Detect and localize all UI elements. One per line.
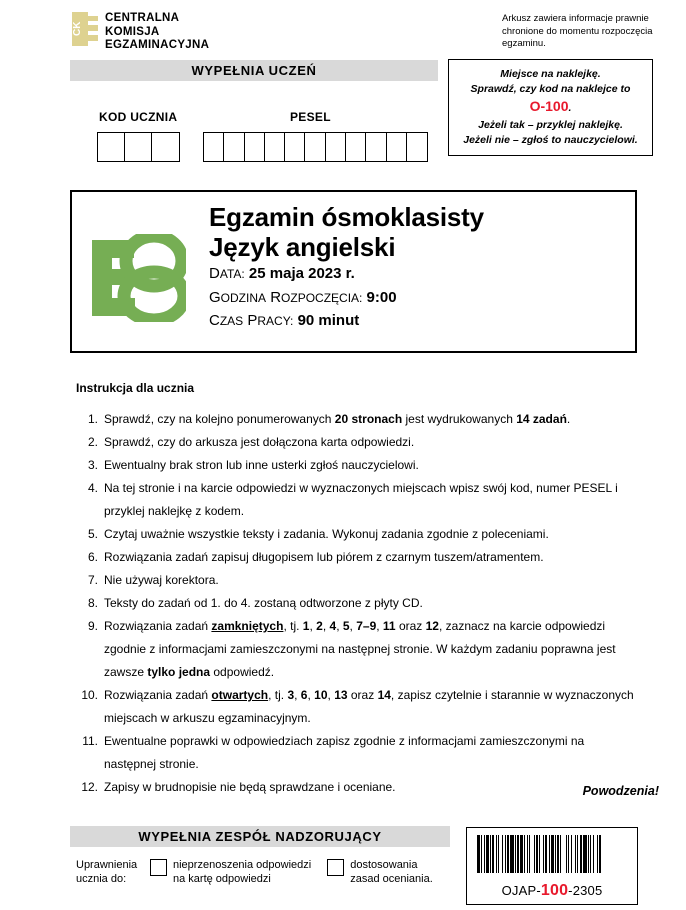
permission-option-transfer-line-2: na kartę odpowiedzi	[173, 873, 271, 885]
instructions-list	[76, 408, 636, 799]
code-cell[interactable]	[326, 133, 346, 161]
cke-logo-bar	[88, 41, 98, 46]
permission-option-grading-line-1: dostosowania	[350, 859, 418, 871]
permission-option-transfer-text	[173, 858, 311, 886]
instruction-number: 6.	[87, 550, 98, 564]
exam-meta-date	[209, 263, 484, 286]
sticker-line-4: Jeżeli tak – przyklej naklejkę.	[478, 119, 623, 131]
institution-name-line-3: EGZAMINACYJNA	[105, 39, 210, 51]
code-cell[interactable]	[387, 133, 407, 161]
instruction-text: Sprawdź, czy do arkusza jest dołączona karta odpowiedzi.	[104, 435, 415, 449]
exam-meta-duration	[209, 310, 484, 333]
instruction-text: Zapisy w brudnopisie nie będą sprawdzane i oceniane.	[104, 780, 396, 794]
sticker-placement-box	[448, 59, 653, 156]
instruction-item	[76, 592, 636, 615]
checkbox-nieprzenoszenia[interactable]	[150, 859, 167, 876]
supervisor-section-header: WYPEŁNIA ZESPÓŁ NADZORUJĄCY	[70, 826, 450, 847]
instruction-text: Rozwiązania zadań zamkniętych, tj. 1, 2, 4, 5, 7–9, 11 oraz 12, zaznacz na karcie odpowiedzi zgodnie z informacjami zamieszczonymi na następnej stronie. W każdym zadaniu poprawna jest zawsze tylko jedna odpowiedź.	[104, 619, 616, 679]
permission-option-transfer[interactable]	[150, 858, 311, 886]
sticker-line-1: Miejsce na naklejkę.	[500, 68, 601, 80]
permission-option-grading-line-2: zasad oceniania.	[350, 873, 433, 885]
instruction-number: 1.	[87, 412, 98, 426]
instruction-text: Nie używaj korektora.	[104, 573, 219, 587]
checkbox-dostosowania[interactable]	[327, 859, 344, 876]
instruction-number: 10.	[81, 688, 98, 702]
exam-title-box	[70, 190, 637, 353]
permission-option-grading-text	[350, 858, 433, 886]
permission-option-grading[interactable]	[327, 858, 433, 886]
code-cell[interactable]	[98, 133, 125, 161]
sticker-line-2: Sprawdź, czy kod na naklejce to	[470, 83, 631, 95]
code-cell[interactable]	[346, 133, 366, 161]
sticker-code-suffix: .	[568, 102, 572, 114]
exam-meta-start-time	[209, 287, 484, 310]
sticker-code: O-100	[529, 98, 569, 114]
code-cell[interactable]	[224, 133, 244, 161]
instruction-text: Ewentualny brak stron lub inne usterki zgłoś nauczycielowi.	[104, 458, 419, 472]
instruction-number: 9.	[87, 619, 98, 633]
instruction-item	[76, 477, 636, 523]
pesel-input[interactable]	[203, 132, 428, 162]
permission-option-transfer-line-1: nieprzenoszenia odpowiedzi	[173, 859, 312, 871]
cke-logo-icon	[72, 12, 98, 46]
code-cell[interactable]	[407, 133, 427, 161]
good-luck-note: Powodzenia!	[582, 784, 659, 798]
permissions-label-line-1: Uprawnienia	[76, 859, 138, 871]
exam-meta-start-time-label: GODZINA ROZPOCZĘCIA:	[209, 288, 363, 306]
instruction-item	[76, 730, 636, 776]
instruction-text: Sprawdź, czy na kolejno ponumerowanych 20 stronach jest wydrukowanych 14 zadań.	[104, 412, 571, 426]
institution-name-line-1: CENTRALNA	[105, 12, 180, 24]
cke-logo-bar	[88, 12, 98, 16]
barcode-suffix: -2305	[568, 882, 603, 898]
instruction-item	[76, 615, 636, 684]
pesel-label: PESEL	[290, 110, 331, 124]
instruction-item	[76, 546, 636, 569]
instruction-text: Teksty do zadań od 1. do 4. zostaną odtworzone z płyty CD.	[104, 596, 423, 610]
permissions-label	[76, 858, 150, 886]
code-cell[interactable]	[152, 133, 179, 161]
sticker-code-line	[449, 97, 652, 118]
code-cell[interactable]	[245, 133, 265, 161]
code-cell[interactable]	[366, 133, 386, 161]
exam-meta-date-label: DATA:	[209, 265, 245, 282]
instruction-item	[76, 454, 636, 477]
permissions-label-line-2: ucznia do:	[76, 873, 127, 885]
instructions-heading: Instrukcja dla ucznia	[76, 381, 195, 395]
exam-title-texts	[209, 202, 484, 333]
exam-title-line-2: Język angielski	[209, 232, 396, 262]
barcode-text	[502, 882, 603, 900]
institution-header	[72, 12, 209, 53]
exam-meta-start-time-value: 9:00	[366, 288, 397, 306]
code-cell[interactable]	[204, 133, 224, 161]
cke-logo-bar	[88, 21, 98, 25]
code-cell[interactable]	[305, 133, 325, 161]
kod-ucznia-input[interactable]	[97, 132, 180, 162]
instruction-text: Na tej stronie i na karcie odpowiedzi w wyznaczonych miejscach wpisz swój kod, numer PESEL i przyklej naklejkę z kodem.	[104, 481, 618, 518]
instruction-number: 8.	[87, 596, 98, 610]
instruction-text: Rozwiązania zadań zapisuj długopisem lub piórem z czarnym tuszem/atramentem.	[104, 550, 544, 564]
code-cell[interactable]	[265, 133, 285, 161]
barcode-prefix: OJAP-	[501, 882, 541, 898]
exam-meta-duration-value: 90 minut	[297, 312, 360, 329]
instruction-number: 12.	[81, 780, 98, 794]
instruction-text: Czytaj uważnie wszystkie teksty i zadania. Wykonuj zadania zgodnie z poleceniami.	[104, 527, 549, 541]
exam-title-line-1: Egzamin ósmoklasisty	[209, 202, 484, 232]
instruction-item	[76, 684, 636, 730]
instruction-number: 11.	[82, 734, 98, 748]
code-cell[interactable]	[125, 133, 152, 161]
barcode-highlight: 100	[540, 881, 569, 899]
instruction-number: 2.	[87, 435, 98, 449]
instruction-number: 7.	[87, 573, 98, 587]
instruction-item	[76, 523, 636, 546]
e8-logo-icon	[90, 234, 186, 322]
institution-name-line-2: KOMISJA	[105, 25, 160, 38]
cke-logo-initials: CK	[72, 21, 83, 37]
instruction-number: 5.	[87, 527, 98, 541]
institution-name	[105, 12, 209, 53]
instruction-text: Ewentualne poprawki w odpowiedziach zapisz zgodnie z informacjami zamieszczonymi na następnej stronie.	[104, 734, 585, 771]
exam-meta-duration-label: CZAS PRACY:	[209, 312, 294, 329]
code-cell[interactable]	[285, 133, 305, 161]
student-section-header: WYPEŁNIA UCZEŃ	[70, 60, 438, 81]
instruction-number: 4.	[87, 481, 98, 495]
legal-notice: Arkusz zawiera informacje prawnie chronione do momentu rozpoczęcia egzaminu.	[502, 13, 653, 49]
kod-ucznia-label: KOD UCZNIA	[99, 110, 178, 124]
exam-meta-date-value: 25 maja 2023 r.	[248, 265, 355, 282]
instruction-text: Rozwiązania zadań otwartych, tj. 3, 6, 10, 13 oraz 14, zapisz czytelnie i starannie w wyznaczonych miejscach w arkuszu egzaminacyjnym.	[104, 688, 634, 725]
instruction-item	[76, 431, 636, 454]
barcode-image	[477, 835, 627, 873]
instruction-item	[76, 408, 636, 431]
instruction-item	[76, 569, 636, 592]
sticker-line-5: Jeżeli nie – zgłoś to nauczycielowi.	[463, 134, 638, 146]
barcode-label	[466, 827, 638, 905]
instruction-number: 3.	[87, 458, 98, 472]
cke-logo-bar	[88, 31, 98, 35]
permissions-row	[76, 858, 449, 886]
barcode-bar	[601, 835, 602, 873]
